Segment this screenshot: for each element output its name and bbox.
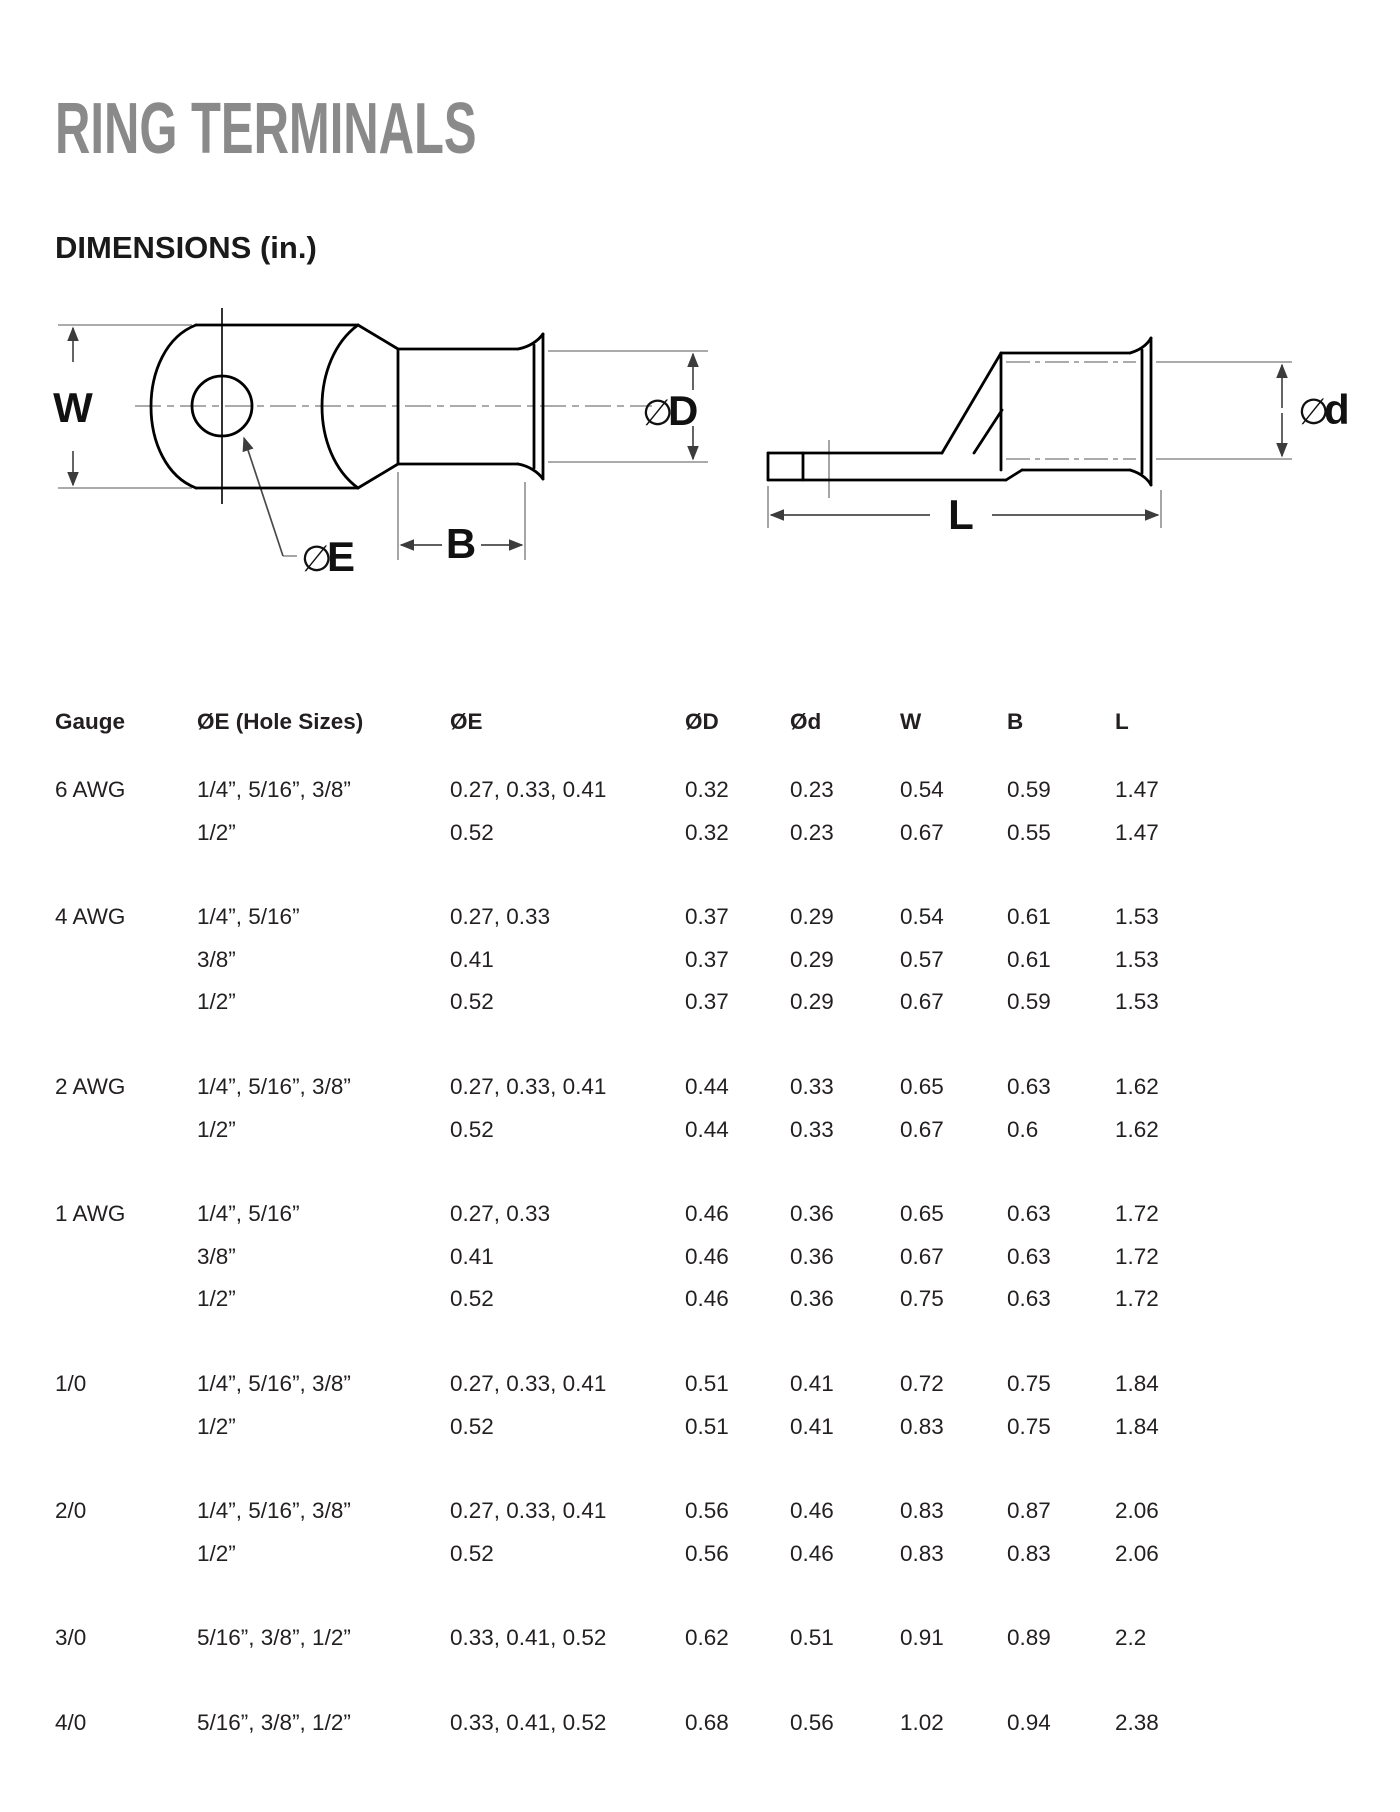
value-cell: 0.37 xyxy=(685,946,729,972)
gauge-cell: 3/0 xyxy=(55,1625,87,1650)
value-cell: 0.67 xyxy=(900,819,944,845)
value-cell: 5/16”, 3/8”, 1/2” xyxy=(197,1625,351,1650)
table-row xyxy=(55,1285,1355,1313)
value-cell: 0.29 xyxy=(790,946,834,972)
value-cell: 0.27, 0.33, 0.41 xyxy=(450,1371,607,1396)
value-cell: 0.36 xyxy=(790,1286,834,1311)
table-row xyxy=(55,1413,1355,1441)
table-row xyxy=(55,1540,1355,1568)
value-cell: 0.37 xyxy=(685,989,729,1014)
gauge-cell: 2/0 xyxy=(55,1498,87,1523)
value-cell: 1.47 xyxy=(1115,819,1159,845)
column-header: ØE (Hole Sizes) xyxy=(197,709,364,734)
value-cell: 0.44 xyxy=(685,1116,729,1142)
value-cell: 2.06 xyxy=(1115,1540,1159,1566)
value-cell: 0.63 xyxy=(1007,1286,1051,1311)
value-cell: 1.47 xyxy=(1115,777,1159,802)
value-cell: 0.83 xyxy=(1007,1540,1051,1566)
value-cell: 0.61 xyxy=(1007,946,1051,972)
value-cell: 0.63 xyxy=(1007,1074,1051,1099)
column-header: Gauge xyxy=(55,709,126,734)
hole-diameter-label: E xyxy=(327,533,356,580)
value-cell: 1/4”, 5/16”, 3/8” xyxy=(197,1074,351,1099)
value-cell: 1.62 xyxy=(1115,1116,1159,1142)
value-cell: 0.67 xyxy=(900,1243,944,1269)
value-cell: 0.94 xyxy=(1007,1710,1051,1735)
value-cell: 0.52 xyxy=(450,1540,494,1566)
value-cell: 0.27, 0.33 xyxy=(450,1201,551,1226)
value-cell: 0.41 xyxy=(790,1413,834,1439)
value-cell: 0.46 xyxy=(685,1201,729,1226)
value-cell: 0.91 xyxy=(900,1625,944,1650)
value-cell: 0.67 xyxy=(900,989,944,1014)
value-cell: 0.75 xyxy=(1007,1371,1051,1396)
gauge-cell: 1 AWG xyxy=(55,1201,126,1226)
value-cell: 1.84 xyxy=(1115,1413,1159,1439)
value-cell: 1/2” xyxy=(197,989,236,1014)
value-cell: 0.46 xyxy=(685,1243,729,1269)
value-cell: 0.72 xyxy=(900,1371,944,1396)
value-cell: 0.63 xyxy=(1007,1243,1051,1269)
value-cell: 0.59 xyxy=(1007,777,1051,802)
value-cell: 1/4”, 5/16”, 3/8” xyxy=(197,1371,351,1396)
value-cell: 0.51 xyxy=(685,1371,729,1396)
gauge-cell: 1/0 xyxy=(55,1371,87,1396)
column-header: Ød xyxy=(790,709,822,734)
table-row xyxy=(55,988,1355,1016)
value-cell: 0.56 xyxy=(685,1540,729,1566)
value-cell: 0.27, 0.33, 0.41 xyxy=(450,1498,607,1523)
table-row xyxy=(55,946,1355,974)
overall-length-label: L xyxy=(948,491,974,538)
value-cell: 0.27, 0.33, 0.41 xyxy=(450,1074,607,1099)
value-cell: 0.6 xyxy=(1007,1116,1039,1142)
side-view-terminal-outline xyxy=(768,338,1151,485)
value-cell: 0.46 xyxy=(790,1498,834,1523)
value-cell: 0.65 xyxy=(900,1074,944,1099)
inner-diameter-phi-symbol: ∅ xyxy=(1298,391,1330,432)
value-cell: 0.61 xyxy=(1007,904,1051,929)
value-cell: 0.33 xyxy=(790,1074,834,1099)
value-cell: 0.52 xyxy=(450,989,494,1014)
value-cell: 0.23 xyxy=(790,777,834,802)
inner-diameter-label: d xyxy=(1324,386,1350,433)
column-header: B xyxy=(1007,709,1024,734)
value-cell: 1.72 xyxy=(1115,1201,1159,1226)
value-cell: 2.2 xyxy=(1115,1625,1147,1650)
table-row xyxy=(55,1497,1355,1525)
value-cell: 0.33 xyxy=(790,1116,834,1142)
value-cell: 1.84 xyxy=(1115,1371,1159,1396)
table-row xyxy=(55,1200,1355,1228)
value-cell: 1.02 xyxy=(900,1710,944,1735)
value-cell: 1.53 xyxy=(1115,946,1159,972)
value-cell: 1/2” xyxy=(197,1540,236,1566)
value-cell: 1/4”, 5/16”, 3/8” xyxy=(197,1498,351,1523)
value-cell: 2.38 xyxy=(1115,1710,1159,1735)
value-cell: 0.83 xyxy=(900,1413,944,1439)
value-cell: 1.72 xyxy=(1115,1243,1159,1269)
table-row xyxy=(55,776,1355,804)
value-cell: 0.83 xyxy=(900,1498,944,1523)
value-cell: 0.67 xyxy=(900,1116,944,1142)
value-cell: 2.06 xyxy=(1115,1498,1159,1523)
table-row xyxy=(55,1709,1355,1737)
value-cell: 0.27, 0.33, 0.41 xyxy=(450,777,607,802)
value-cell: 0.27, 0.33 xyxy=(450,904,551,929)
gauge-cell: 2 AWG xyxy=(55,1074,126,1099)
outer-diameter-label: D xyxy=(668,387,699,434)
value-cell: 0.41 xyxy=(450,946,494,972)
table-row xyxy=(55,1243,1355,1271)
value-cell: 5/16”, 3/8”, 1/2” xyxy=(197,1710,351,1735)
value-cell: 1.53 xyxy=(1115,904,1159,929)
value-cell: 0.52 xyxy=(450,1413,494,1439)
value-cell: 0.63 xyxy=(1007,1201,1051,1226)
value-cell: 0.83 xyxy=(900,1540,944,1566)
value-cell: 3/8” xyxy=(197,946,236,972)
gauge-cell: 4/0 xyxy=(55,1710,87,1735)
column-header: ØE xyxy=(450,709,483,734)
page-title: RING TERMINALS xyxy=(55,89,477,169)
value-cell: 0.23 xyxy=(790,819,834,845)
value-cell: 0.33, 0.41, 0.52 xyxy=(450,1625,607,1650)
value-cell: 0.32 xyxy=(685,819,729,845)
width-dimension-label: W xyxy=(53,384,93,431)
value-cell: 0.52 xyxy=(450,1286,494,1311)
value-cell: 0.29 xyxy=(790,989,834,1014)
table-row xyxy=(55,903,1355,931)
hole-diameter-phi-symbol: ∅ xyxy=(301,538,333,579)
value-cell: 0.54 xyxy=(900,904,944,929)
dimensions-heading: DIMENSIONS (in.) xyxy=(55,230,317,265)
table-row xyxy=(55,1370,1355,1398)
column-header: W xyxy=(900,709,922,734)
value-cell: 1.72 xyxy=(1115,1286,1159,1311)
value-cell: 1/2” xyxy=(197,1286,236,1311)
column-header: ØD xyxy=(685,709,719,734)
value-cell: 0.57 xyxy=(900,946,944,972)
value-cell: 1/2” xyxy=(197,1116,236,1142)
value-cell: 1/2” xyxy=(197,819,236,845)
side-view-dimension-arrows xyxy=(771,365,1282,515)
value-cell: 0.56 xyxy=(685,1498,729,1523)
value-cell: 0.75 xyxy=(900,1286,944,1311)
front-view-dimension-arrows xyxy=(73,328,693,556)
table-row xyxy=(55,1624,1355,1652)
value-cell: 1/4”, 5/16” xyxy=(197,1201,300,1226)
table-row xyxy=(55,1073,1355,1101)
value-cell: 0.62 xyxy=(685,1625,729,1650)
value-cell: 3/8” xyxy=(197,1243,236,1269)
value-cell: 0.32 xyxy=(685,777,729,802)
value-cell: 0.37 xyxy=(685,904,729,929)
value-cell: 0.51 xyxy=(685,1413,729,1439)
value-cell: 0.54 xyxy=(900,777,944,802)
value-cell: 0.36 xyxy=(790,1243,834,1269)
value-cell: 1.53 xyxy=(1115,989,1159,1014)
value-cell: 0.55 xyxy=(1007,819,1051,845)
value-cell: 0.87 xyxy=(1007,1498,1051,1523)
barrel-length-label: B xyxy=(445,520,477,567)
value-cell: 0.89 xyxy=(1007,1625,1051,1650)
gauge-cell: 6 AWG xyxy=(55,777,126,802)
value-cell: 0.65 xyxy=(900,1201,944,1226)
value-cell: 0.59 xyxy=(1007,989,1051,1014)
value-cell: 0.68 xyxy=(685,1710,729,1735)
table-header-row xyxy=(55,708,1355,736)
table-row xyxy=(55,819,1355,847)
table-row xyxy=(55,1116,1355,1144)
value-cell: 0.44 xyxy=(685,1074,729,1099)
value-cell: 0.52 xyxy=(450,819,494,845)
ring-terminal-front-view-diagram xyxy=(40,250,720,580)
value-cell: 0.52 xyxy=(450,1116,494,1142)
value-cell: 0.29 xyxy=(790,904,834,929)
value-cell: 0.41 xyxy=(790,1371,834,1396)
value-cell: 1/4”, 5/16” xyxy=(197,904,300,929)
value-cell: 1/2” xyxy=(197,1413,236,1439)
value-cell: 0.51 xyxy=(790,1625,834,1650)
column-header: L xyxy=(1115,709,1129,734)
value-cell: 0.41 xyxy=(450,1243,494,1269)
side-view-dimension-lines xyxy=(768,362,1292,528)
value-cell: 0.33, 0.41, 0.52 xyxy=(450,1710,607,1735)
ring-terminal-side-view-diagram xyxy=(690,250,1390,580)
gauge-cell: 4 AWG xyxy=(55,904,126,929)
value-cell: 0.46 xyxy=(790,1540,834,1566)
value-cell: 0.56 xyxy=(790,1710,834,1735)
value-cell: 0.36 xyxy=(790,1201,834,1226)
value-cell: 0.46 xyxy=(685,1286,729,1311)
value-cell: 1/4”, 5/16”, 3/8” xyxy=(197,777,351,802)
value-cell: 1.62 xyxy=(1115,1074,1159,1099)
value-cell: 0.75 xyxy=(1007,1413,1051,1439)
outer-diameter-phi-symbol: ∅ xyxy=(642,392,674,433)
